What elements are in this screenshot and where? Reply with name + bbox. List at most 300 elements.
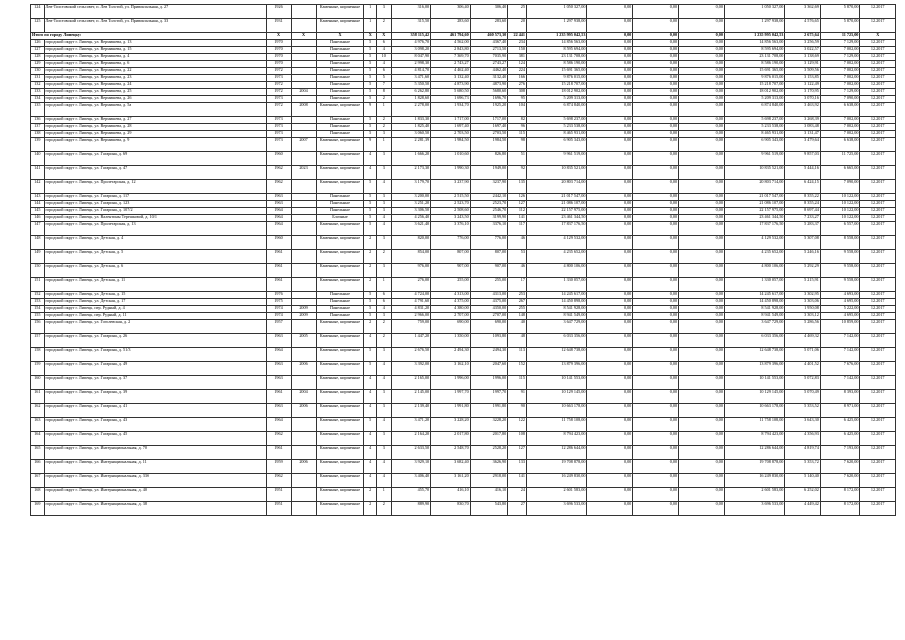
- year-renovated-cell: [291, 215, 316, 222]
- wall-material-cell: Панельные: [316, 292, 364, 299]
- year-renovated-cell: 2007: [291, 138, 316, 152]
- funds-2-cell: 0,00: [633, 418, 679, 432]
- repair-cost-cell: 10 141 553,00: [526, 376, 586, 390]
- year-built-cell: 1973: [266, 117, 291, 124]
- year-built-cell: 1962: [266, 474, 291, 488]
- table-row: [31, 54, 896, 61]
- residents-cell: 53: [508, 250, 527, 264]
- premises-area-cell: 3 237,90: [431, 180, 471, 194]
- unit-cost-cell: 5 072,83: [785, 376, 820, 390]
- funds-2-cell: 0,00: [633, 250, 679, 264]
- residents-cell: 25: [508, 5, 527, 19]
- limit-cost-cell: 7 129,00: [820, 89, 860, 96]
- premises-area-cell: 1 996,00: [431, 376, 471, 390]
- table-row: [31, 117, 896, 124]
- deadline-cell: 12.2017: [860, 89, 896, 96]
- living-area-cell: 2528,20: [470, 446, 508, 460]
- total-area-cell: 2 145,00: [391, 390, 431, 404]
- total-area-cell: 316,00: [391, 5, 431, 19]
- wall-material-cell: Панельные: [316, 75, 364, 82]
- residents-cell: 381: [508, 54, 527, 61]
- premises-area-cell: 830,70: [431, 502, 471, 516]
- other-funds-cell: 10 835 521,00: [724, 166, 784, 180]
- wall-material-cell: Панельные: [316, 299, 364, 306]
- year-built-cell: 1964: [266, 418, 291, 432]
- total-area-cell: 3 406,40: [391, 474, 431, 488]
- funds-2-cell: 0,00: [633, 376, 679, 390]
- deadline-cell: 12.2017: [860, 390, 896, 404]
- total-area-cell: 2 139,40: [391, 404, 431, 418]
- address-cell: городской округ г. Липецк, ул. Вермишева, д. 23: [44, 75, 266, 82]
- entrances-cell: 4: [376, 362, 391, 376]
- year-renovated-cell: [291, 96, 316, 103]
- wall-material-cell: Каменные, кирпичные: [316, 250, 364, 264]
- repair-cost-cell: 5 698 237,00: [526, 117, 586, 124]
- year-built-cell: 1959: [266, 460, 291, 474]
- limit-cost-cell: 5 870,00: [820, 19, 860, 33]
- entrances-cell: 1: [376, 488, 391, 502]
- funds-1-cell: 0,00: [587, 215, 633, 222]
- wall-material-cell: Каменные, кирпичные: [316, 278, 364, 292]
- limit-cost-cell: 4 695,00: [820, 313, 860, 320]
- table-row: [31, 474, 896, 488]
- entrances-cell: 3: [376, 446, 391, 460]
- funds-1-cell: 0,00: [587, 320, 633, 334]
- unit-cost-cell: 3 070,16: [785, 96, 820, 103]
- address-cell: городской округ г. Липецк, ул. Гагарина, д. 123: [44, 201, 266, 208]
- residents-cell: 112: [508, 208, 527, 215]
- year-renovated-cell: [291, 320, 316, 334]
- funds-2-cell: 0,00: [633, 292, 679, 299]
- total-area-cell: 4 724,00: [391, 292, 431, 299]
- funds-3-cell: 0,00: [679, 404, 725, 418]
- wall-material-cell: Каменные, кирпичные: [316, 222, 364, 236]
- unit-cost-cell: 5 246,16: [785, 250, 820, 264]
- unit-cost-cell: 4 356,93: [785, 432, 820, 446]
- deadline-cell: 12.2017: [860, 75, 896, 82]
- floors-cell: 5: [364, 40, 377, 47]
- floors-cell: 4: [364, 432, 377, 446]
- funds-2-cell: 0,00: [633, 68, 679, 75]
- limit-cost-cell: 11 725,00: [820, 152, 860, 166]
- floors-cell: 5: [364, 299, 377, 306]
- deadline-cell: 12.2017: [860, 47, 896, 54]
- entrances-cell: 4: [376, 61, 391, 68]
- address-cell: городской округ г. Липецк, ул. Гагарина, д. 49: [44, 362, 266, 376]
- total-area-cell: 3 098,20: [391, 47, 431, 54]
- row-number-cell: 154: [31, 306, 45, 313]
- address-cell: городской округ г. Липецк, ул. Вермишева, д. 6: [44, 61, 266, 68]
- year-renovated-cell: [291, 5, 316, 19]
- entrances-cell: 3: [376, 208, 391, 215]
- wall-material-cell: Каменные, кирпичные: [316, 5, 364, 19]
- funds-2-cell: 0,00: [633, 460, 679, 474]
- year-built-cell: 1973: [266, 96, 291, 103]
- address-cell: городской округ г. Липецк, ул. Гагарина, д. 69: [44, 152, 266, 166]
- limit-cost-cell: 4 695,00: [820, 299, 860, 306]
- address-cell: городской округ г. Липецк, ул. Вермишева, д. 4: [44, 54, 266, 61]
- year-renovated-cell: [291, 488, 316, 502]
- residents-cell: 253: [508, 292, 527, 299]
- floors-cell: 2: [364, 278, 377, 292]
- address-cell: городской округ г. Липецк, ул. Гоголевская, д. 2: [44, 320, 266, 334]
- floors-cell: 4: [364, 152, 377, 166]
- row-number-cell: 162: [31, 404, 45, 418]
- unit-cost-cell: 5 140,40: [785, 474, 820, 488]
- funds-1-cell: 0,00: [587, 334, 633, 348]
- other-funds-cell: 12 648 738,00: [724, 348, 784, 362]
- limit-cost-cell: 7 002,00: [820, 124, 860, 131]
- repair-cost-cell: 14 245 617,00: [526, 292, 586, 299]
- other-funds-cell: 3 647 729,00: [724, 320, 784, 334]
- funds-1-cell: 0,00: [587, 278, 633, 292]
- living-area-cell: 2047,60: [470, 362, 508, 376]
- living-area-cell: 1949,00: [470, 166, 508, 180]
- year-renovated-cell: [291, 250, 316, 264]
- unit-cost-cell: 9 857,03: [785, 152, 820, 166]
- row-number-cell: 153: [31, 299, 45, 306]
- funds-2-cell: 0,00: [633, 96, 679, 103]
- funds-2-cell: 0,00: [633, 306, 679, 313]
- wall-material-cell: Каменные, кирпичные: [316, 446, 364, 460]
- funds-2-cell: 0,00: [633, 201, 679, 208]
- deadline-cell: 12.2017: [860, 5, 896, 19]
- total-area-cell: 2 633,50: [391, 446, 431, 460]
- living-area-cell: 1696,70: [470, 96, 508, 103]
- row-number-cell: 163: [31, 418, 45, 432]
- row-number-cell: 152: [31, 292, 45, 299]
- limit-cost-cell: 9 558,00: [820, 278, 860, 292]
- repair-cost-cell: 3 647 729,00: [526, 320, 586, 334]
- living-area-cell: 2707,00: [470, 313, 508, 320]
- limit-cost-cell: 7 129,00: [820, 54, 860, 61]
- premises-area-cell: 2 017,80: [431, 432, 471, 446]
- limit-cost-cell: 10 122,00: [820, 201, 860, 208]
- wall-material-cell: Панельные: [316, 131, 364, 138]
- wall-material-cell: Панельные: [316, 194, 364, 201]
- limit-cost-cell: 8 971,00: [820, 404, 860, 418]
- entrances-cell: 2: [376, 117, 391, 124]
- residents-cell: 255: [508, 306, 527, 313]
- other-funds-cell: 21 017 547,00: [724, 194, 784, 201]
- premises-area-cell: 2 843,80: [431, 47, 471, 54]
- year-renovated-cell: [291, 376, 316, 390]
- living-area-cell: 255,00: [470, 278, 508, 292]
- row-number-cell: 165: [31, 446, 45, 460]
- row-number-cell: 125: [31, 19, 45, 33]
- residents-cell: 224: [508, 68, 527, 75]
- table-row: [31, 138, 896, 152]
- repair-cost-cell: 8 941 549,00: [526, 313, 586, 320]
- funds-2-cell: 0,00: [633, 502, 679, 516]
- address-cell: городской округ г. Липецк, ул. Гагарина, д. 26: [44, 334, 266, 348]
- repair-cost-cell: 10 129 145,00: [526, 390, 586, 404]
- funds-3-cell: 0,00: [679, 446, 725, 460]
- entrances-cell: 3: [376, 264, 391, 278]
- funds-2-cell: 0,00: [633, 131, 679, 138]
- funds-1-cell: 0,00: [587, 5, 633, 19]
- deadline-cell: 12.2017: [860, 362, 896, 376]
- year-renovated-cell: 2006: [291, 362, 316, 376]
- residents-cell: 46: [508, 264, 527, 278]
- entrances-cell: 3: [376, 236, 391, 250]
- total-area-cell: 2 165,00: [391, 376, 431, 390]
- floors-cell: 9: [364, 103, 377, 117]
- year-renovated-cell: 2008: [291, 103, 316, 117]
- other-funds-cell: 6 905 343,00: [724, 138, 784, 152]
- funds-3-cell: 0,00: [679, 89, 725, 96]
- limit-cost-cell: 7 002,00: [820, 47, 860, 54]
- repair-cost-cell: 5 209 313,00: [526, 96, 586, 103]
- residents-cell: 141: [508, 215, 527, 222]
- total-cell: X: [316, 33, 364, 40]
- floors-cell: 5: [364, 89, 377, 96]
- entrances-cell: 4: [376, 47, 391, 54]
- total-area-cell: 2 173,30: [391, 166, 431, 180]
- funds-1-cell: 0,00: [587, 19, 633, 33]
- premises-area-cell: 3 161,20: [431, 474, 471, 488]
- total-area-cell: 820,00: [391, 236, 431, 250]
- unit-cost-cell: 5 307,08: [785, 236, 820, 250]
- entrances-cell: 6: [376, 292, 391, 299]
- address-cell: городской округ г. Липецк, ул. Вермишева, д. 5а: [44, 103, 266, 117]
- other-funds-cell: 4 235 652,00: [724, 250, 784, 264]
- address-cell: городской округ г. Липецк, ул. Валентины Терешковой, д. 10/1: [44, 215, 266, 222]
- total-area-cell: 2 281,39: [391, 138, 431, 152]
- total-area-cell: 3 471,20: [391, 418, 431, 432]
- table-row: [31, 348, 896, 362]
- year-renovated-cell: [291, 432, 316, 446]
- funds-3-cell: 0,00: [679, 292, 725, 299]
- funds-3-cell: 0,00: [679, 138, 725, 152]
- funds-3-cell: 0,00: [679, 278, 725, 292]
- year-renovated-cell: 2004: [291, 390, 316, 404]
- total-area-cell: 759,00: [391, 320, 431, 334]
- year-built-cell: 1973: [266, 124, 291, 131]
- table-row: [31, 502, 896, 516]
- residents-cell: 91: [508, 390, 527, 404]
- year-built-cell: 1960: [266, 236, 291, 250]
- floors-cell: 5: [364, 215, 377, 222]
- living-area-cell: 2713,50: [470, 47, 508, 54]
- row-number-cell: 135: [31, 103, 45, 117]
- row-number-cell: 149: [31, 250, 45, 264]
- year-built-cell: 1964: [266, 208, 291, 215]
- premises-area-cell: 3 132,40: [431, 75, 471, 82]
- premises-area-cell: 3 243,50: [431, 215, 471, 222]
- year-built-cell: 1972: [266, 89, 291, 96]
- year-built-cell: 1973: [266, 138, 291, 152]
- year-built-cell: 1962: [266, 180, 291, 194]
- premises-area-cell: 416,10: [431, 488, 471, 502]
- premises-area-cell: 2 494,30: [431, 348, 471, 362]
- funds-3-cell: 0,00: [679, 61, 725, 68]
- other-funds-cell: 19 708 878,00: [724, 460, 784, 474]
- entrances-cell: 2: [376, 124, 391, 131]
- table-row: [31, 96, 896, 103]
- residents-cell: 127: [508, 201, 527, 208]
- floors-cell: 4: [364, 404, 377, 418]
- address-cell: Лев-Толстовский сельсовет, п. Лев Толстой, ул. Привокзальная, д. 33: [44, 19, 266, 33]
- limit-cost-cell: 7 002,00: [820, 75, 860, 82]
- deadline-cell: 12.2017: [860, 404, 896, 418]
- address-cell: городской округ г. Липецк, ул. Интернациональная, д. 38: [44, 502, 266, 516]
- wall-material-cell: Каменные, кирпичные: [316, 152, 364, 166]
- deadline-cell: 12.2017: [860, 446, 896, 460]
- year-built-cell: 1963: [266, 404, 291, 418]
- funds-3-cell: 0,00: [679, 474, 725, 488]
- floors-cell: 2: [364, 250, 377, 264]
- row-number-cell: 160: [31, 376, 45, 390]
- repair-cost-cell: 9 961 519,00: [526, 152, 586, 166]
- repair-cost-cell: 8 465 931,00: [526, 131, 586, 138]
- address-cell: городской округ г. Липецк, ул. Гагарина, д. 117: [44, 194, 266, 201]
- other-funds-cell: 17 837 176,50: [724, 222, 784, 236]
- limit-cost-cell: 7 090,00: [820, 96, 860, 103]
- limit-cost-cell: 6 425,00: [820, 418, 860, 432]
- total-cell: 22 441: [508, 33, 527, 40]
- total-cell: 2 675,64: [785, 33, 820, 40]
- year-renovated-cell: [291, 47, 316, 54]
- row-number-cell: 144: [31, 201, 45, 208]
- funds-3-cell: 0,00: [679, 75, 725, 82]
- residents-cell: 135: [508, 180, 527, 194]
- table-row: [31, 460, 896, 474]
- funds-2-cell: 0,00: [633, 488, 679, 502]
- address-cell: городской округ г. Липецк, ул. Детская, д. 15: [44, 292, 266, 299]
- year-renovated-cell: [291, 502, 316, 516]
- deadline-cell: 12.2017: [860, 82, 896, 89]
- residents-cell: 96: [508, 124, 527, 131]
- row-number-cell: 159: [31, 362, 45, 376]
- living-area-cell: 5680,60: [470, 89, 508, 96]
- residents-cell: 115: [508, 376, 527, 390]
- funds-1-cell: 0,00: [587, 89, 633, 96]
- floors-cell: 5: [364, 222, 377, 236]
- funds-3-cell: 0,00: [679, 390, 725, 404]
- deadline-cell: 12.2017: [860, 306, 896, 313]
- living-area-cell: 1925,20: [470, 103, 508, 117]
- deadline-cell: 12.2017: [860, 299, 896, 306]
- other-funds-cell: 8 586 190,00: [724, 61, 784, 68]
- residents-cell: 108: [508, 432, 527, 446]
- funds-3-cell: 0,00: [679, 488, 725, 502]
- entrances-cell: 4: [376, 376, 391, 390]
- limit-cost-cell: 7 142,00: [820, 348, 860, 362]
- deadline-cell: 12.2017: [860, 19, 896, 33]
- funds-2-cell: 0,00: [633, 5, 679, 19]
- repair-cost-cell: 8 586 190,00: [526, 61, 586, 68]
- unit-cost-cell: 5 444,16: [785, 166, 820, 180]
- wall-material-cell: Панельные: [316, 54, 364, 61]
- wall-material-cell: Панельные: [316, 68, 364, 75]
- wall-material-cell: Каменные, кирпичные: [316, 103, 364, 117]
- floors-cell: 5: [364, 292, 377, 299]
- limit-cost-cell: 7 090,00: [820, 180, 860, 194]
- premises-area-cell: 907,00: [431, 264, 471, 278]
- funds-1-cell: 0,00: [587, 474, 633, 488]
- total-cell: 11 725,00: [820, 33, 860, 40]
- living-area-cell: 306,40: [470, 5, 508, 19]
- row-number-cell: 166: [31, 460, 45, 474]
- living-area-cell: 4462,40: [470, 68, 508, 75]
- entrances-cell: 6: [376, 68, 391, 75]
- living-area-cell: 690,00: [470, 320, 508, 334]
- floors-cell: 5: [364, 180, 377, 194]
- deadline-cell: 12.2017: [860, 54, 896, 61]
- funds-2-cell: 0,00: [633, 194, 679, 201]
- unit-cost-cell: 5 292,29: [785, 264, 820, 278]
- year-renovated-cell: [291, 222, 316, 236]
- funds-2-cell: 0,00: [633, 124, 679, 131]
- unit-cost-cell: 5 283,37: [785, 222, 820, 236]
- living-area-cell: 2743,27: [470, 61, 508, 68]
- wall-material-cell: Панельные: [316, 117, 364, 124]
- address-cell: городской округ г. Липецк, ул. Вермишева, д. 29: [44, 131, 266, 138]
- funds-3-cell: 0,00: [679, 19, 725, 33]
- funds-1-cell: 0,00: [587, 47, 633, 54]
- wall-material-cell: Каменные, кирпичные: [316, 474, 364, 488]
- living-area-cell: 3199,90: [470, 215, 508, 222]
- funds-1-cell: 0,00: [587, 40, 633, 47]
- entrances-cell: 4: [376, 222, 391, 236]
- premises-area-cell: 3 228,20: [431, 418, 471, 432]
- residents-cell: 267: [508, 299, 527, 306]
- year-built-cell: 1961: [266, 264, 291, 278]
- living-area-cell: 1997,70: [470, 390, 508, 404]
- table-row: [31, 194, 896, 201]
- limit-cost-cell: 8 558,00: [820, 236, 860, 250]
- address-cell: городской округ г. Липецк, ул. Вермишева, д. 24: [44, 82, 266, 89]
- address-cell: городской округ г. Липецк, ул. Вермишева, д. 13: [44, 40, 266, 47]
- funds-3-cell: 0,00: [679, 131, 725, 138]
- funds-1-cell: 0,00: [587, 446, 633, 460]
- repair-cost-cell: 1 050 327,00: [526, 5, 586, 19]
- funds-2-cell: 0,00: [633, 75, 679, 82]
- funds-3-cell: 0,00: [679, 5, 725, 19]
- year-built-cell: 1970: [266, 47, 291, 54]
- address-cell: городской округ г. Липецк, ул. Вермишева, д. 28: [44, 124, 266, 131]
- funds-1-cell: 0,00: [587, 75, 633, 82]
- residents-cell: 92: [508, 166, 527, 180]
- row-number-cell: 136: [31, 117, 45, 124]
- address-cell: городской округ г. Липецк, ул. Вермишева, д. 26: [44, 96, 266, 103]
- entrances-cell: 3: [376, 166, 391, 180]
- address-cell: городской округ г. Липецк, ул. Вермишева, д. 22: [44, 68, 266, 75]
- floors-cell: 1: [364, 19, 377, 33]
- unit-cost-cell: 5 215,91: [785, 278, 820, 292]
- premises-area-cell: 2 548,70: [431, 446, 471, 460]
- funds-2-cell: 0,00: [633, 82, 679, 89]
- wall-material-cell: Каменные, кирпичные: [316, 488, 364, 502]
- residents-cell: 27: [508, 502, 527, 516]
- address-cell: городской округ г. Липецк, ул. Детская, д. 4: [44, 236, 266, 250]
- total-area-cell: 455,70: [391, 488, 431, 502]
- other-funds-cell: 3 696 533,00: [724, 502, 784, 516]
- limit-cost-cell: 7 002,00: [820, 68, 860, 75]
- year-renovated-cell: [291, 278, 316, 292]
- total-area-cell: 889,90: [391, 502, 431, 516]
- table-row: [31, 89, 896, 96]
- wall-material-cell: Панельные: [316, 124, 364, 131]
- year-built-cell: 1963: [266, 201, 291, 208]
- year-renovated-cell: [291, 40, 316, 47]
- table-row: [31, 61, 896, 68]
- deadline-cell: 12.2017: [860, 61, 896, 68]
- total-area-cell: 315,50: [391, 19, 431, 33]
- unit-cost-cell: 3 170,95: [785, 89, 820, 96]
- residents-cell: 152: [508, 362, 527, 376]
